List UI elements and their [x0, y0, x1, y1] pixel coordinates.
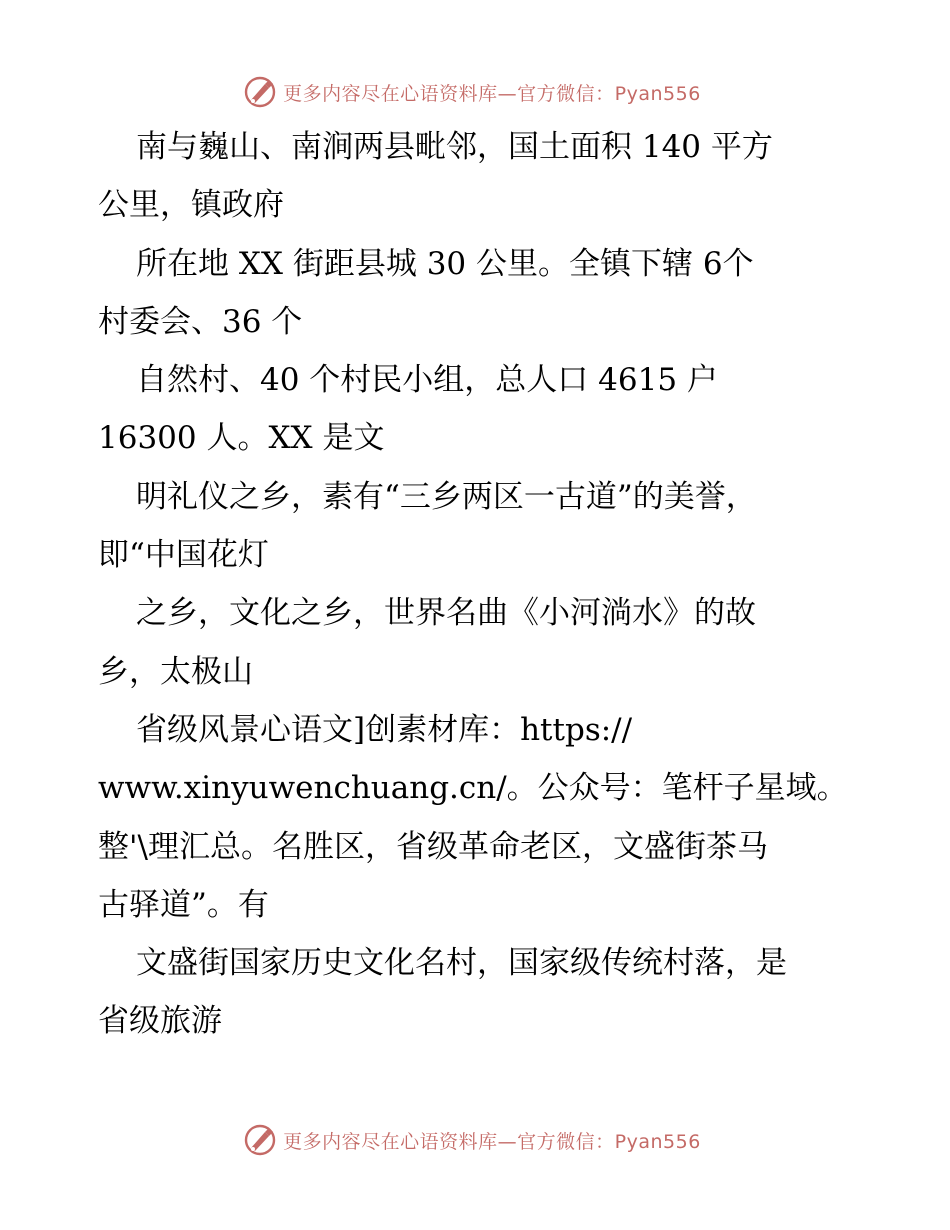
body-line: www.xinyuwenchuang.cn/。公众号：笔杆子星域。 — [98, 770, 848, 807]
pen-logo-icon — [243, 1123, 277, 1157]
body-line: 自然村、40 个村民小组，总人口 4615 户 — [136, 362, 718, 399]
body-line: 16300 人。XX 是文 — [98, 420, 385, 457]
body-line: 古驿道”。有 — [98, 886, 269, 923]
body-line: 南与巍山、南涧两县毗邻，国土面积 140 平方 — [136, 129, 773, 165]
body-line: 文盛街国家历史文化名村，国家级传统村落，是 — [136, 945, 787, 982]
body-line: 即“中国花灯 — [98, 537, 269, 574]
body-line: 省级风景心语文]创素材库：https:// — [136, 711, 633, 748]
body-line: 村委会、36 个 — [98, 303, 303, 340]
document-body — [98, 118, 868, 1051]
body-line: 公里，镇政府 — [98, 187, 284, 224]
body-line: 所在地 XX 街距县城 30 公里。全镇下辖 6个 — [136, 245, 754, 282]
body-line: 之乡，文化之乡，世界名曲《小河淌水》的故 — [136, 595, 756, 632]
body-line: 整'\理汇总。名胜区，省级革命老区，文盛街茶马 — [98, 828, 768, 865]
header-watermark-banner — [0, 72, 950, 112]
header-watermark-text: 更多内容尽在心语资料库—官方微信：Pyan556 — [283, 82, 701, 105]
body-line: 省级旅游 — [98, 1003, 222, 1040]
footer-watermark-banner — [0, 1120, 950, 1160]
body-line: 乡，太极山 — [98, 653, 253, 690]
footer-watermark-text: 更多内容尽在心语资料库—官方微信：Pyan556 — [283, 1130, 701, 1153]
body-line: 明礼仪之乡，素有“三乡两区一古道”的美誉， — [136, 478, 757, 515]
pen-logo-icon — [243, 75, 277, 109]
